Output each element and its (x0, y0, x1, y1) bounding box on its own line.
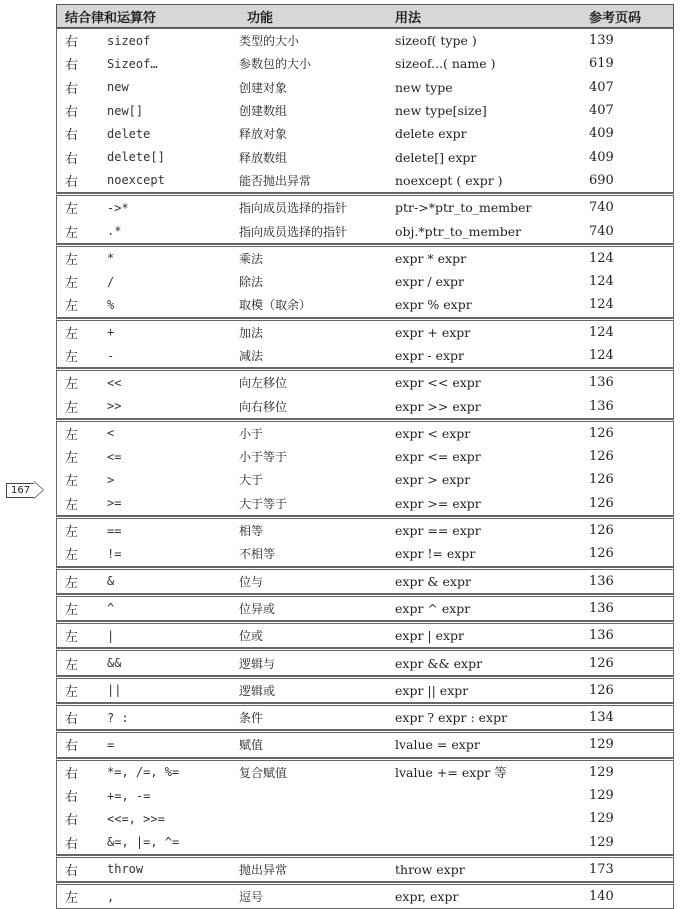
operator-cell: & (107, 574, 115, 589)
function-cell: 指向成员选择的指针 (239, 224, 348, 239)
table-row (57, 784, 673, 807)
usage-cell: noexcept ( expr ) (395, 172, 503, 188)
table-row (57, 570, 673, 593)
usage-cell: expr ^ expr (395, 600, 471, 616)
usage-cell: expr | expr (395, 628, 465, 644)
associativity-cell: 左 (65, 202, 79, 218)
marker-arrow-icon (34, 481, 44, 499)
page-cell: 134 (589, 710, 614, 726)
function-cell: 释放数组 (239, 150, 288, 165)
table-row (57, 651, 673, 674)
function-cell: 相等 (239, 524, 264, 539)
page-cell: 126 (589, 682, 614, 698)
operator-cell: < (107, 426, 115, 441)
table-row (57, 145, 673, 168)
page-cell: 173 (589, 861, 614, 877)
table-row (57, 270, 673, 293)
usage-cell: sizeof...( name ) (395, 56, 496, 72)
function-cell: 位异或 (239, 601, 276, 616)
operator-cell: << (107, 375, 122, 390)
operator-cell: ->* (107, 200, 129, 215)
page-cell: 126 (589, 495, 614, 511)
operator-cell: / (107, 274, 115, 289)
function-cell: 乘法 (239, 251, 264, 266)
associativity-cell: 右 (65, 863, 79, 879)
operator-group (56, 318, 674, 369)
function-cell: 创建数组 (239, 104, 288, 119)
operator-cell: , (107, 889, 115, 904)
operator-cell: +=, -= (107, 788, 151, 803)
usage-cell: obj.*ptr_to_member (395, 223, 522, 239)
usage-cell: expr + expr (395, 324, 471, 340)
associativity-cell: 左 (65, 525, 79, 541)
associativity-cell: 右 (65, 105, 79, 121)
operator-group (56, 419, 674, 516)
operator-group (56, 676, 674, 703)
function-cell: 除法 (239, 275, 264, 290)
page-cell: 126 (589, 523, 614, 539)
page-cell: 129 (589, 737, 614, 753)
function-cell: 创建对象 (239, 80, 288, 95)
operator-cell: Sizeof… (107, 56, 158, 71)
table-row (57, 99, 673, 122)
page-cell: 129 (589, 811, 614, 827)
operator-cell: | (107, 628, 115, 643)
table-row (57, 807, 673, 830)
page-cell: 129 (589, 834, 614, 850)
usage-cell: expr >> expr (395, 398, 481, 414)
function-cell: 条件 (239, 711, 264, 726)
page-cell: 126 (589, 655, 614, 671)
usage-cell: expr & expr (395, 573, 471, 589)
table-row (57, 371, 673, 394)
operator-cell: >= (107, 496, 122, 511)
page-cell: 407 (589, 79, 614, 95)
associativity-cell: 左 (65, 451, 79, 467)
page-cell: 124 (589, 348, 614, 363)
table-row (57, 468, 673, 491)
page-cell: 129 (589, 764, 614, 780)
usage-cell: ptr->*ptr_to_member (395, 200, 532, 216)
table-row (57, 394, 673, 417)
associativity-cell: 右 (65, 151, 79, 167)
usage-cell: delete expr (395, 126, 467, 142)
operator-cell: delete[] (107, 150, 165, 165)
usage-cell: throw expr (395, 861, 465, 877)
table-row (57, 597, 673, 620)
associativity-cell: 左 (65, 474, 79, 490)
usage-cell: expr && expr (395, 655, 483, 671)
operator-group (56, 193, 674, 244)
page-cell: 136 (589, 573, 614, 589)
operator-cell: - (107, 348, 115, 363)
function-cell: 取模（取余） (239, 298, 312, 313)
associativity-cell: 右 (65, 739, 79, 755)
operator-group (56, 621, 674, 648)
usage-cell: new type[size] (395, 103, 487, 119)
operator-cell: ? : (107, 710, 129, 725)
associativity-cell: 左 (65, 225, 79, 241)
page-cell: 136 (589, 628, 614, 644)
associativity-cell: 右 (65, 766, 79, 782)
associativity-cell: 右 (65, 58, 79, 74)
function-cell: 逻辑与 (239, 656, 276, 671)
operator-group (56, 244, 674, 318)
table-row (57, 831, 673, 854)
usage-cell: expr / expr (395, 274, 465, 290)
page-cell: 126 (589, 449, 614, 465)
operator-cell: new[] (107, 103, 144, 118)
page-cell: 136 (589, 375, 614, 391)
usage-cell: lvalue = expr (395, 737, 480, 753)
function-cell: 指向成员选择的指针 (239, 201, 348, 216)
header-usage: 用法 (395, 10, 422, 26)
function-cell: 小于 (239, 426, 264, 441)
operator-cell: * (107, 251, 115, 266)
operator-cell: || (107, 683, 122, 698)
operator-cell: > (107, 472, 115, 487)
table-row (57, 122, 673, 145)
table-row (57, 733, 673, 756)
operator-group (56, 882, 674, 909)
operator-cell: *=, /=, %= (107, 765, 180, 780)
operator-cell: <<=, >>= (107, 811, 165, 826)
function-cell: 加法 (239, 325, 264, 340)
associativity-cell: 左 (65, 548, 79, 564)
page-cell: 126 (589, 425, 614, 441)
function-cell: 大于等于 (239, 496, 288, 511)
table-row (57, 542, 673, 565)
usage-cell: expr % expr (395, 297, 472, 313)
function-cell: 位或 (239, 629, 264, 644)
usage-cell: expr ? expr : expr (395, 710, 508, 726)
usage-cell: expr <= expr (395, 449, 481, 465)
usage-cell: expr != expr (395, 546, 476, 562)
operator-cell: &=, |=, ^= (107, 835, 180, 850)
associativity-cell: 左 (65, 252, 79, 268)
page-cell: 126 (589, 546, 614, 562)
usage-cell: expr < expr (395, 425, 471, 441)
associativity-cell: 左 (65, 299, 79, 315)
function-cell: 逻辑或 (239, 683, 276, 698)
operator-cell: && (107, 656, 122, 671)
page-cell: 136 (589, 600, 614, 616)
operator-cell: .* (107, 224, 122, 239)
associativity-cell: 左 (65, 427, 79, 443)
associativity-cell: 右 (65, 35, 79, 51)
operator-cell: throw (107, 862, 144, 877)
usage-cell: new type (395, 79, 453, 95)
operator-precedence-table (56, 4, 674, 909)
page-cell: 690 (589, 172, 614, 188)
page-cell: 740 (589, 223, 614, 239)
table-row (57, 169, 673, 192)
page-cell: 124 (589, 297, 614, 313)
function-cell: 赋值 (239, 738, 264, 753)
associativity-cell: 右 (65, 790, 79, 806)
usage-cell: expr, expr (395, 889, 459, 905)
associativity-cell: 右 (65, 836, 79, 852)
associativity-cell: 右 (65, 813, 79, 829)
header-function: 功能 (247, 10, 274, 26)
function-cell: 能否抛出异常 (239, 173, 312, 188)
operator-cell: >> (107, 399, 122, 414)
table-row (57, 247, 673, 270)
table-row (57, 492, 673, 515)
operator-cell: != (107, 546, 122, 561)
function-cell: 不相等 (239, 547, 276, 562)
associativity-cell: 左 (65, 657, 79, 673)
usage-cell: expr == expr (395, 523, 481, 539)
page-cell: 619 (589, 56, 614, 72)
associativity-cell: 左 (65, 400, 79, 416)
associativity-cell: 右 (65, 174, 79, 190)
operator-group (56, 368, 674, 419)
usage-cell: expr >= expr (395, 495, 481, 511)
operator-cell: ^ (107, 601, 115, 616)
page-cell: 139 (589, 33, 614, 49)
operator-group (56, 648, 674, 675)
page-cell: 129 (589, 788, 614, 804)
function-cell: 位与 (239, 574, 264, 589)
page-cell: 124 (589, 274, 614, 290)
operator-cell: = (107, 737, 115, 752)
table-row (57, 219, 673, 242)
associativity-cell: 左 (65, 891, 79, 907)
associativity-cell: 右 (65, 128, 79, 144)
page-cell: 140 (589, 889, 614, 905)
associativity-cell: 左 (65, 497, 79, 513)
page-cell: 407 (589, 103, 614, 119)
operator-group (56, 758, 674, 855)
usage-cell: lvalue += expr 等 (395, 765, 507, 781)
table-row (57, 624, 673, 647)
operator-cell: == (107, 523, 122, 538)
table-row (57, 858, 673, 881)
associativity-cell: 左 (65, 575, 79, 591)
operator-cell: % (107, 297, 115, 312)
function-cell: 释放对象 (239, 127, 288, 142)
function-cell: 大于 (239, 473, 264, 488)
table-row (57, 885, 673, 908)
operator-cell: sizeof (107, 33, 151, 48)
page-margin-marker (6, 481, 44, 499)
page-cell: 409 (589, 149, 614, 165)
margin-page-number: 167 (6, 483, 35, 498)
operator-group (56, 855, 674, 882)
table-row (57, 519, 673, 542)
operator-cell: delete (107, 126, 151, 141)
usage-cell: expr << expr (395, 375, 481, 391)
function-cell: 复合赋值 (239, 765, 288, 780)
usage-cell: expr > expr (395, 472, 471, 488)
page-cell: 124 (589, 250, 614, 266)
page-cell: 136 (589, 398, 614, 414)
table-row (57, 196, 673, 219)
function-cell: 减法 (239, 349, 264, 363)
operator-group (56, 730, 674, 757)
table-row (57, 761, 673, 784)
table-row (57, 29, 673, 52)
associativity-cell: 左 (65, 350, 79, 365)
associativity-cell: 左 (65, 684, 79, 700)
usage-cell: expr * expr (395, 250, 467, 266)
associativity-cell: 右 (65, 81, 79, 97)
operator-cell: new (107, 80, 129, 95)
page-cell: 124 (589, 324, 614, 340)
operator-cell: noexcept (107, 173, 165, 188)
table-row (57, 445, 673, 468)
operator-group (56, 703, 674, 730)
function-cell: 参数包的大小 (239, 57, 312, 72)
usage-cell: delete[] expr (395, 149, 477, 165)
function-cell: 抛出异常 (239, 862, 288, 877)
associativity-cell: 左 (65, 326, 79, 342)
header-page: 参考页码 (589, 10, 642, 26)
operator-cell: <= (107, 449, 122, 464)
table-row (57, 344, 673, 367)
function-cell: 小于等于 (239, 450, 288, 465)
function-cell: 类型的大小 (239, 34, 300, 49)
operator-cell: + (107, 325, 115, 340)
associativity-cell: 右 (65, 712, 79, 728)
table-row (57, 52, 673, 75)
associativity-cell: 左 (65, 276, 79, 292)
usage-cell: sizeof( type ) (395, 33, 477, 49)
table-header (56, 4, 674, 28)
associativity-cell: 左 (65, 602, 79, 618)
operator-group (56, 567, 674, 594)
usage-cell: expr - expr (395, 348, 465, 363)
operator-group (56, 516, 674, 567)
function-cell: 向右移位 (239, 399, 288, 414)
operator-group (56, 594, 674, 621)
usage-cell: expr || expr (395, 682, 469, 698)
function-cell: 向左移位 (239, 376, 288, 391)
associativity-cell: 左 (65, 630, 79, 646)
table-row (57, 293, 673, 316)
header-assoc-op: 结合律和运算符 (65, 10, 157, 26)
table-row (57, 422, 673, 445)
associativity-cell: 左 (65, 377, 79, 393)
table-row (57, 679, 673, 702)
table-row (57, 321, 673, 344)
page-cell: 409 (589, 126, 614, 142)
table-row (57, 76, 673, 99)
function-cell: 逗号 (239, 890, 264, 905)
page-cell: 126 (589, 472, 614, 488)
table-body (56, 28, 674, 909)
table-row (57, 706, 673, 729)
operator-group (56, 28, 674, 193)
page-cell: 740 (589, 200, 614, 216)
